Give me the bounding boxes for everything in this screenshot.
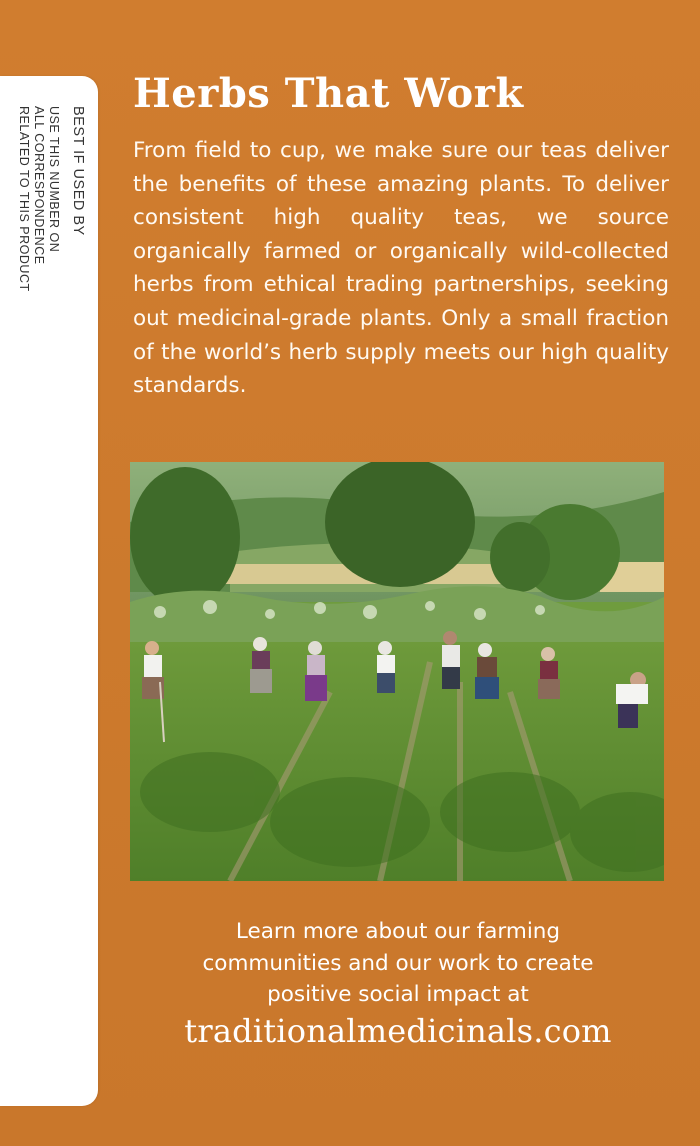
page-title: Herbs That Work (133, 70, 524, 117)
best-by-label: BEST IF USED BY (70, 106, 86, 236)
correspondence-line-3: RELATED TO THIS PRODUCT (17, 106, 31, 292)
correspondence-note (16, 106, 61, 292)
cta-line-2: communities and our work to create (202, 950, 594, 976)
cta-line-1: Learn more about our farming (235, 919, 561, 944)
cta-line-3: positive social impact at (267, 982, 529, 1007)
correspondence-line-1: USE THIS NUMBER ON (47, 106, 61, 253)
best-by-tab (0, 76, 98, 1106)
correspondence-line-2: ALL CORRESPONDENCE (32, 106, 46, 265)
cta-text (130, 916, 666, 1011)
field-workers-photo (130, 462, 664, 881)
website-link[interactable]: traditionalmedicinals.com (184, 1012, 612, 1050)
body-paragraph: From field to cup, we make sure our teas deliver the benefits of these amazing plants. To deliver consistent high quality teas, we source organically farmed or organically wild-collected herbs from ethical trading partnerships, seeking out medicinal-grade plants. Only a small fraction of the world’s herb supply meets our high quality standards. (133, 138, 669, 399)
